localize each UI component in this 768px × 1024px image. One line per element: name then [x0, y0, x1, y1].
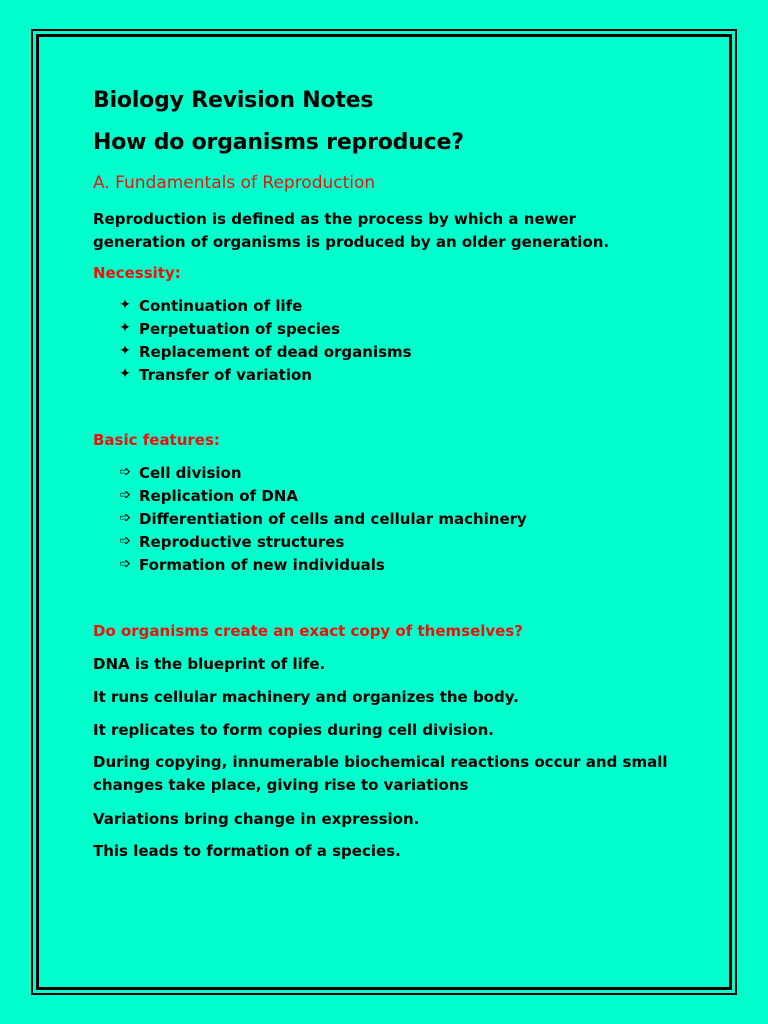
- list-item: ➩ Cell division: [93, 464, 653, 484]
- paragraph: It replicates to form copies during cell division.: [93, 721, 494, 739]
- four-point-star-icon: ✦: [119, 366, 131, 382]
- four-point-star-icon: ✦: [119, 320, 131, 336]
- list-item: ➩ Replication of DNA: [93, 487, 653, 507]
- definition-paragraph: Reproduction is defined as the process by which a newer generation of organisms is produced by an older generation.: [93, 210, 610, 251]
- list-item: ➩ Differentiation of cells and cellular machinery: [93, 510, 653, 530]
- paragraph: It runs cellular machinery and organizes the body.: [93, 688, 519, 706]
- section-a-heading: [93, 173, 375, 193]
- hollow-arrow-icon: ➩: [119, 533, 131, 549]
- paragraph: This leads to formation of a species.: [93, 842, 401, 860]
- four-point-star-icon: ✦: [119, 297, 131, 313]
- exact-copy-question: Do organisms create an exact copy of themselves?: [93, 622, 523, 640]
- necessity-label: Necessity:: [93, 264, 181, 282]
- section-a-title: Fundamentals of Reproduction: [115, 173, 376, 193]
- basic-features-label: Basic features:: [93, 431, 220, 449]
- list-item: ✦ Perpetuation of species: [93, 320, 653, 340]
- paragraph: During copying, innumerable biochemical reactions occur and small changes take place, giving rise to variations: [93, 753, 668, 794]
- document-title: Biology Revision Notes: [93, 88, 374, 113]
- hollow-arrow-icon: ➩: [119, 556, 131, 572]
- list-item: ➩ Formation of new individuals: [93, 556, 653, 576]
- list-item: ✦ Continuation of life: [93, 297, 653, 317]
- paragraph: Variations bring change in expression.: [93, 810, 420, 828]
- list-item: ✦ Replacement of dead organisms: [93, 343, 653, 363]
- four-point-star-icon: ✦: [119, 343, 131, 359]
- list-item: ➩ Reproductive structures: [93, 533, 653, 553]
- document-question: How do organisms reproduce?: [93, 130, 464, 155]
- section-a-letter: A.: [93, 173, 110, 193]
- hollow-arrow-icon: ➩: [119, 464, 131, 480]
- hollow-arrow-icon: ➩: [119, 510, 131, 526]
- paragraph: DNA is the blueprint of life.: [93, 655, 326, 673]
- hollow-arrow-icon: ➩: [119, 487, 131, 503]
- list-item: ✦ Transfer of variation: [93, 366, 653, 386]
